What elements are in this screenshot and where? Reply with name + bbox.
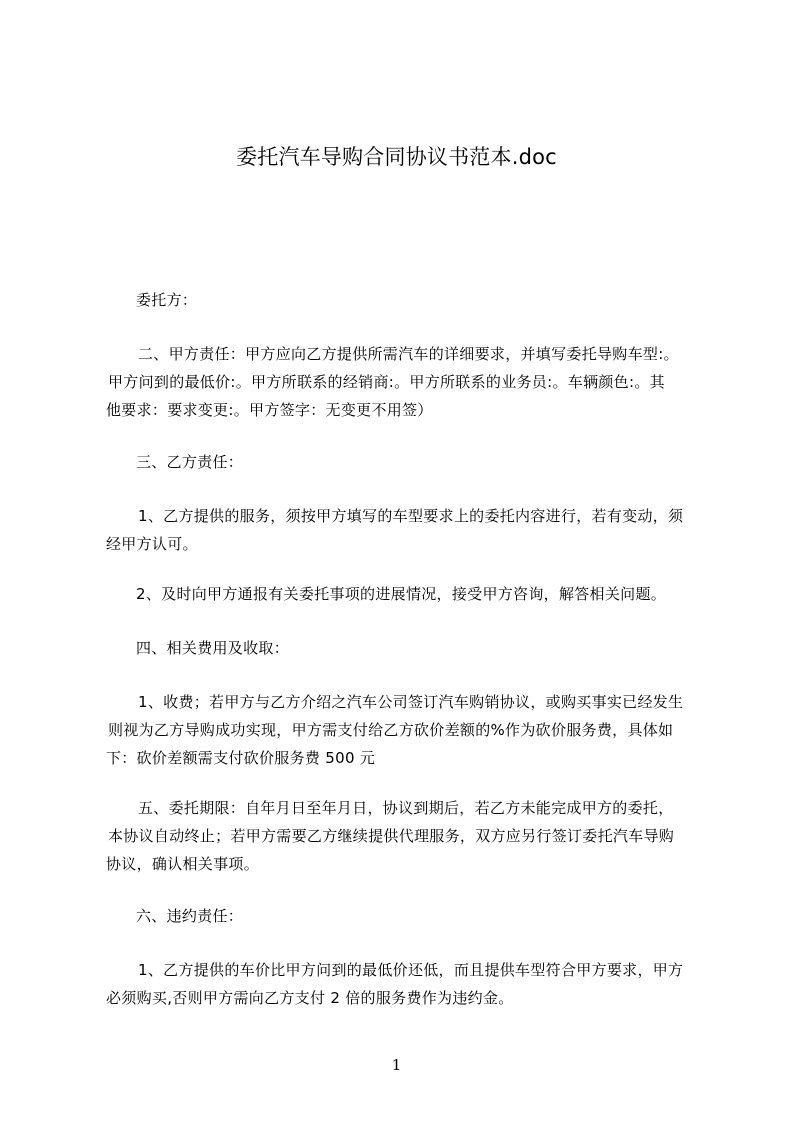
paragraph-line: 六、违约责任： — [136, 907, 244, 925]
paragraph-line: 五、委托期限：自年月日至年月日，协议到期后，若乙方未能完成甲方的委托， — [138, 799, 674, 817]
paragraph-client — [106, 286, 712, 314]
paragraph-party-b-duties-heading — [106, 448, 712, 476]
paragraph-line: 三、乙方责任： — [136, 453, 244, 471]
paragraph-party-b-item-1 — [106, 502, 712, 558]
document-title: 委托汽车导购合同协议书范本.doc — [236, 145, 557, 169]
paragraph-fees-heading — [106, 634, 712, 662]
paragraph-line: 下：砍价差额需支付砍价服务费 500 元 — [106, 749, 376, 767]
paragraph-line: 本协议自动终止；若甲方需要乙方继续提供代理服务，双方应另行签订委托汽车导购 — [108, 827, 675, 845]
paragraph-line: 他要求：要求变更:。甲方签字：无变更不用签） — [106, 401, 433, 419]
paragraph-party-b-item-2 — [106, 580, 712, 608]
paragraph-line: 2、及时向甲方通报有关委托事项的进展情况，接受甲方咨询，解答相关问题。 — [136, 585, 667, 603]
paragraph-line: 委托方： — [136, 291, 198, 309]
paragraph-line: 甲方问到的最低价:。甲方所联系的经销商:。甲方所联系的业务员:。车辆颜色:。其 — [108, 373, 665, 391]
paragraph-party-a-duties — [106, 340, 712, 424]
paragraph-line: 则视为乙方导购成功实现，甲方需支付给乙方砍价差额的%作为砍价服务费，具体如 — [108, 721, 674, 739]
paragraph-line: 1、乙方提供的车价比甲方问到的最低价还低，而且提供车型符合甲方要求，甲方 — [138, 961, 684, 979]
page-number: 1 — [391, 1056, 402, 1074]
paragraph-line: 四、相关费用及收取： — [136, 639, 290, 657]
paragraph-line: 1、乙方提供的服务，须按甲方填写的车型要求上的委托内容进行，若有变动，须 — [138, 507, 684, 525]
paragraph-line: 必须购买,否则甲方需向乙方支付 2 倍的服务费作为违约金。 — [106, 989, 514, 1007]
paragraph-fees-item-1 — [106, 688, 712, 772]
paragraph-line: 1、收费；若甲方与乙方介绍之汽车公司签订汽车购销协议，或购买事实已经发生 — [138, 693, 684, 711]
paragraph-line: 经甲方认可。 — [106, 535, 198, 553]
paragraph-liability-item-1 — [106, 956, 712, 1012]
paragraph-term — [106, 794, 712, 878]
paragraph-line: 协议，确认相关事项。 — [106, 855, 260, 873]
paragraph-liability-heading — [106, 902, 712, 930]
paragraph-line: 二、甲方责任：甲方应向乙方提供所需汽车的详细要求，并填写委托导购车型:。 — [138, 345, 679, 363]
